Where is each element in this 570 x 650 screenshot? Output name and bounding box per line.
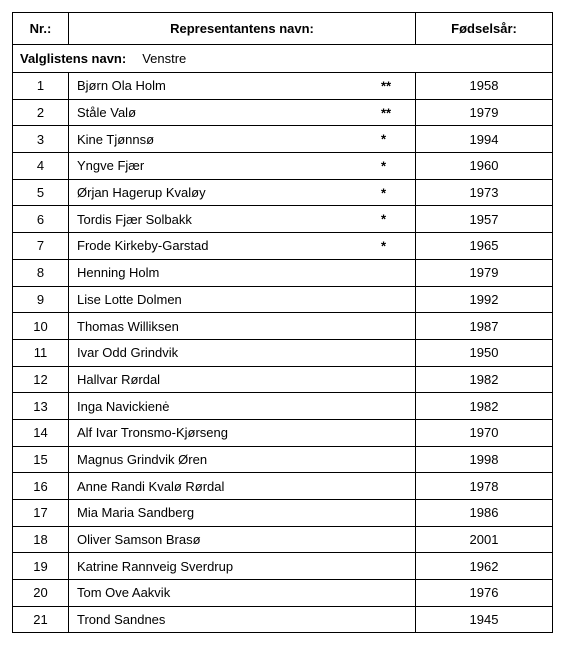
candidate-name-cell <box>69 393 416 420</box>
row-number: 17 <box>13 500 69 527</box>
header-year: Fødselsår: <box>416 13 553 45</box>
candidate-name-cell <box>69 286 416 313</box>
birth-year: 1987 <box>416 313 553 340</box>
priority-mark: * <box>381 238 387 254</box>
table-row <box>13 580 553 607</box>
table-row <box>13 393 553 420</box>
birth-year: 1992 <box>416 286 553 313</box>
candidate-name-cell <box>69 580 416 607</box>
candidate-name-cell <box>69 206 416 233</box>
candidate-name: Anne Randi Kvalø Rørdal <box>77 478 225 494</box>
table-row <box>13 179 553 206</box>
table-row <box>13 339 553 366</box>
header-nr: Nr.: <box>13 13 69 45</box>
table-row <box>13 366 553 393</box>
priority-mark: * <box>381 185 387 201</box>
candidate-name: Lise Lotte Dolmen <box>77 291 182 307</box>
birth-year: 1970 <box>416 419 553 446</box>
row-number: 9 <box>13 286 69 313</box>
candidate-name-cell <box>69 366 416 393</box>
birth-year: 1973 <box>416 179 553 206</box>
candidate-name: Thomas Williksen <box>77 318 179 334</box>
candidate-name: Yngve Fjær <box>77 158 145 174</box>
birth-year: 1945 <box>416 606 553 633</box>
candidate-name: Ståle Valø <box>77 105 137 121</box>
candidate-list-document <box>12 12 552 633</box>
candidate-table <box>12 12 553 633</box>
table-row <box>13 206 553 233</box>
candidate-rows <box>13 73 553 633</box>
candidate-name: Katrine Rannveig Sverdrup <box>77 558 234 574</box>
table-row <box>13 233 553 260</box>
candidate-name-cell <box>69 313 416 340</box>
candidate-name: Mia Maria Sandberg <box>77 505 195 521</box>
row-number: 21 <box>13 606 69 633</box>
table-row <box>13 286 553 313</box>
table-row <box>13 99 553 126</box>
candidate-name-cell <box>69 153 416 180</box>
candidate-name-cell <box>69 73 416 100</box>
list-name-section <box>13 45 553 73</box>
birth-year: 1957 <box>416 206 553 233</box>
list-name-label: Valglistens navn: <box>20 51 127 66</box>
birth-year: 1998 <box>416 446 553 473</box>
priority-mark: * <box>381 211 387 227</box>
birth-year: 1994 <box>416 126 553 153</box>
candidate-name: Kine Tjønnsø <box>77 131 155 147</box>
row-number: 14 <box>13 419 69 446</box>
birth-year: 1979 <box>416 99 553 126</box>
table-row <box>13 606 553 633</box>
candidate-name: Tordis Fjær Solbakk <box>77 211 192 227</box>
row-number: 2 <box>13 99 69 126</box>
candidate-name-cell <box>69 606 416 633</box>
candidate-name: Ørjan Hagerup Kvaløy <box>77 185 206 201</box>
candidate-name-cell <box>69 233 416 260</box>
row-number: 16 <box>13 473 69 500</box>
table-row <box>13 526 553 553</box>
candidate-name-cell <box>69 446 416 473</box>
table-header-row <box>13 13 553 45</box>
row-number: 12 <box>13 366 69 393</box>
birth-year: 1986 <box>416 500 553 527</box>
candidate-name: Bjørn Ola Holm <box>77 78 166 94</box>
table-row <box>13 500 553 527</box>
candidate-name: Oliver Samson Brasø <box>77 532 201 548</box>
header-name: Representantens navn: <box>69 13 416 45</box>
row-number: 7 <box>13 233 69 260</box>
candidate-name: Inga Navickienė <box>77 398 170 414</box>
birth-year: 1976 <box>416 580 553 607</box>
candidate-name: Tom Ove Aakvik <box>77 585 171 601</box>
birth-year: 1958 <box>416 73 553 100</box>
row-number: 10 <box>13 313 69 340</box>
candidate-name: Alf Ivar Tronsmo-Kjørseng <box>77 425 228 441</box>
table-row <box>13 73 553 100</box>
candidate-name-cell <box>69 526 416 553</box>
priority-mark: ** <box>381 78 392 94</box>
table-row <box>13 419 553 446</box>
row-number: 1 <box>13 73 69 100</box>
list-name-row <box>13 45 553 73</box>
candidate-name-cell <box>69 339 416 366</box>
candidate-name-cell <box>69 419 416 446</box>
row-number: 19 <box>13 553 69 580</box>
candidate-name: Frode Kirkeby-Garstad <box>77 238 209 254</box>
candidate-name: Ivar Odd Grindvik <box>77 345 179 361</box>
priority-mark: * <box>381 131 387 147</box>
row-number: 18 <box>13 526 69 553</box>
birth-year: 1965 <box>416 233 553 260</box>
row-number: 6 <box>13 206 69 233</box>
table-row <box>13 126 553 153</box>
list-name-cell <box>13 45 553 73</box>
row-number: 3 <box>13 126 69 153</box>
birth-year: 2001 <box>416 526 553 553</box>
row-number: 4 <box>13 153 69 180</box>
row-number: 5 <box>13 179 69 206</box>
birth-year: 1982 <box>416 393 553 420</box>
candidate-name-cell <box>69 179 416 206</box>
candidate-name: Hallvar Rørdal <box>77 371 161 387</box>
candidate-name: Trond Sandnes <box>77 612 166 628</box>
table-row <box>13 446 553 473</box>
birth-year: 1978 <box>416 473 553 500</box>
row-number: 13 <box>13 393 69 420</box>
candidate-name-cell <box>69 126 416 153</box>
birth-year: 1979 <box>416 259 553 286</box>
table-row <box>13 313 553 340</box>
row-number: 20 <box>13 580 69 607</box>
priority-mark: * <box>381 158 387 174</box>
birth-year: 1950 <box>416 339 553 366</box>
list-name-value: Venstre <box>142 51 187 66</box>
table-row <box>13 473 553 500</box>
candidate-name-cell <box>69 99 416 126</box>
candidate-name-cell <box>69 259 416 286</box>
table-row <box>13 153 553 180</box>
candidate-name-cell <box>69 553 416 580</box>
table-row <box>13 259 553 286</box>
table-row <box>13 553 553 580</box>
row-number: 8 <box>13 259 69 286</box>
candidate-name: Magnus Grindvik Øren <box>77 451 208 467</box>
candidate-name-cell <box>69 473 416 500</box>
row-number: 11 <box>13 339 69 366</box>
birth-year: 1960 <box>416 153 553 180</box>
candidate-name-cell <box>69 500 416 527</box>
row-number: 15 <box>13 446 69 473</box>
birth-year: 1962 <box>416 553 553 580</box>
candidate-name: Henning Holm <box>77 265 160 281</box>
birth-year: 1982 <box>416 366 553 393</box>
priority-mark: ** <box>381 105 392 121</box>
